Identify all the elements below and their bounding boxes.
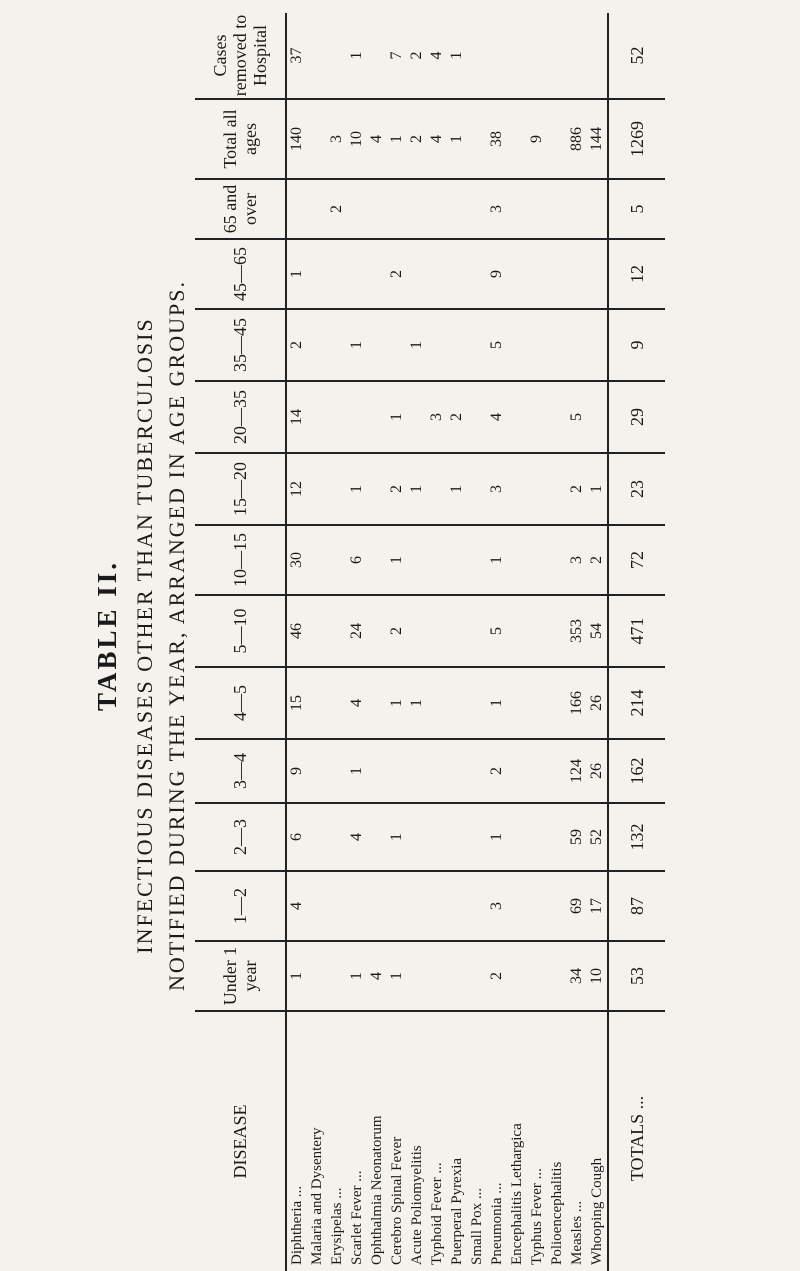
cell-2-3 — [527, 803, 547, 871]
cell-hospital: 37 — [286, 13, 307, 99]
cell-10-15: 3 — [567, 525, 587, 595]
cell-under-1 — [507, 941, 527, 1011]
cell-65-over — [587, 179, 608, 239]
cell-1-2 — [547, 871, 567, 941]
cell-15-20 — [367, 453, 387, 525]
cell-45-65: 2 — [387, 239, 407, 309]
cell-4-5: 15 — [286, 667, 307, 739]
cell-20-35: 14 — [286, 381, 307, 453]
cell-2-3: 1 — [387, 803, 407, 871]
cell-20-35: 5 — [567, 381, 587, 453]
cell-2-3 — [447, 803, 467, 871]
cell-15-20 — [527, 453, 547, 525]
cell-65-over — [347, 179, 367, 239]
cell-20-35 — [527, 381, 547, 453]
cell-45-65 — [587, 239, 608, 309]
cell-3-4 — [547, 739, 567, 803]
table-row — [527, 13, 547, 1271]
cell-total — [307, 99, 327, 179]
table-row — [407, 13, 427, 1271]
cell-2-3 — [367, 803, 387, 871]
cell-3-4 — [467, 739, 487, 803]
table-row — [507, 13, 527, 1271]
cell-total: 4 — [427, 99, 447, 179]
cell-5-10: 54 — [587, 595, 608, 667]
cell-10-15 — [547, 525, 567, 595]
cell-5-10: 353 — [567, 595, 587, 667]
table-row — [447, 13, 467, 1271]
cell-35-45: 5 — [487, 309, 507, 381]
cell-total: 38 — [487, 99, 507, 179]
cell-10-15 — [367, 525, 387, 595]
cell-1-2: 69 — [567, 871, 587, 941]
total-35-45: 9 — [608, 309, 665, 381]
disease-name: Cerebro Spinal Fever — [389, 1136, 405, 1265]
cell-45-65: 1 — [286, 239, 307, 309]
cell-5-10 — [407, 595, 427, 667]
col-header-3-4: 3—4 — [195, 739, 286, 803]
cell-10-15 — [407, 525, 427, 595]
cell-5-10 — [327, 595, 347, 667]
total-4-5: 214 — [608, 667, 665, 739]
col-header-4-5: 4—5 — [195, 667, 286, 739]
total-10-15: 72 — [608, 525, 665, 595]
table-row — [347, 13, 367, 1271]
col-header-under-1: Under 1 year — [195, 941, 286, 1011]
cell-total: 4 — [367, 99, 387, 179]
age-group-table — [195, 13, 665, 1271]
cell-total: 9 — [527, 99, 547, 179]
cell-10-15 — [467, 525, 487, 595]
cell-1-2 — [467, 871, 487, 941]
cell-3-4 — [427, 739, 447, 803]
cell-65-over — [387, 179, 407, 239]
table-row — [286, 13, 307, 1271]
cell-5-10 — [527, 595, 547, 667]
cell-total — [507, 99, 527, 179]
cell-2-3 — [327, 803, 347, 871]
cell-hospital — [327, 13, 347, 99]
cell-15-20 — [547, 453, 567, 525]
cell-20-35 — [347, 381, 367, 453]
cell-35-45 — [507, 309, 527, 381]
cell-5-10 — [547, 595, 567, 667]
cell-total: 1 — [387, 99, 407, 179]
cell-3-4 — [367, 739, 387, 803]
disease-name: Small Pox ... — [469, 1187, 485, 1265]
cell-2-3 — [507, 803, 527, 871]
cell-35-45 — [447, 309, 467, 381]
cell-3-4 — [307, 739, 327, 803]
cell-hospital — [567, 13, 587, 99]
cell-total: 144 — [587, 99, 608, 179]
disease-name: Acute Poliomyelitis — [409, 1145, 425, 1265]
col-header-10-15: 10—15 — [195, 525, 286, 595]
cell-15-20: 1 — [447, 453, 467, 525]
cell-15-20: 1 — [407, 453, 427, 525]
cell-1-2 — [507, 871, 527, 941]
disease-name: Measles ... — [569, 1200, 585, 1265]
cell-10-15 — [327, 525, 347, 595]
cell-hospital: 1 — [447, 13, 467, 99]
disease-name: Whooping Cough — [589, 1157, 605, 1265]
cell-4-5: 1 — [487, 667, 507, 739]
cell-10-15: 2 — [587, 525, 608, 595]
cell-15-20: 1 — [347, 453, 367, 525]
cell-hospital — [587, 13, 608, 99]
cell-hospital: 7 — [387, 13, 407, 99]
cell-15-20 — [427, 453, 447, 525]
cell-2-3 — [427, 803, 447, 871]
table-row — [567, 13, 587, 1271]
col-header-2-3: 2—3 — [195, 803, 286, 871]
cell-20-35: 4 — [487, 381, 507, 453]
cell-45-65 — [307, 239, 327, 309]
table-row — [467, 13, 487, 1271]
cell-45-65 — [327, 239, 347, 309]
cell-5-10 — [367, 595, 387, 667]
cell-4-5 — [427, 667, 447, 739]
total-15-20: 23 — [608, 453, 665, 525]
cell-1-2 — [347, 871, 367, 941]
cell-under-1 — [447, 941, 467, 1011]
table-row — [327, 13, 347, 1271]
cell-hospital — [547, 13, 567, 99]
cell-35-45: 1 — [407, 309, 427, 381]
cell-2-3: 1 — [487, 803, 507, 871]
cell-65-over — [307, 179, 327, 239]
cell-2-3: 6 — [286, 803, 307, 871]
cell-4-5: 4 — [347, 667, 367, 739]
cell-15-20: 3 — [487, 453, 507, 525]
cell-1-2 — [367, 871, 387, 941]
disease-name: Pneumonia ... — [489, 1182, 505, 1265]
cell-45-65 — [467, 239, 487, 309]
cell-1-2 — [387, 871, 407, 941]
disease-name: Ophthalmia Neonatorum — [369, 1115, 385, 1265]
cell-1-2 — [527, 871, 547, 941]
cell-45-65 — [507, 239, 527, 309]
col-header-65-over: 65 and over — [195, 179, 286, 239]
disease-name: Scarlet Fever ... — [349, 1170, 365, 1265]
cell-3-4: 26 — [587, 739, 608, 803]
cell-35-45 — [427, 309, 447, 381]
total-45-65: 12 — [608, 239, 665, 309]
cell-35-45 — [467, 309, 487, 381]
table-row — [387, 13, 407, 1271]
cell-5-10: 5 — [487, 595, 507, 667]
cell-35-45 — [367, 309, 387, 381]
cell-total — [467, 99, 487, 179]
cell-total: 10 — [347, 99, 367, 179]
disease-name: Malaria and Dysentery — [309, 1127, 325, 1265]
cell-35-45 — [327, 309, 347, 381]
cell-3-4 — [387, 739, 407, 803]
cell-hospital — [367, 13, 387, 99]
cell-20-35 — [507, 381, 527, 453]
cell-under-1 — [547, 941, 567, 1011]
cell-1-2: 3 — [487, 871, 507, 941]
cell-65-over — [286, 179, 307, 239]
cell-3-4 — [407, 739, 427, 803]
cell-45-65 — [527, 239, 547, 309]
cell-65-over: 3 — [487, 179, 507, 239]
cell-20-35 — [367, 381, 387, 453]
cell-3-4: 9 — [286, 739, 307, 803]
cell-10-15 — [307, 525, 327, 595]
cell-3-4: 2 — [487, 739, 507, 803]
cell-2-3 — [547, 803, 567, 871]
cell-45-65 — [407, 239, 427, 309]
cell-under-1 — [527, 941, 547, 1011]
col-header-5-10: 5—10 — [195, 595, 286, 667]
disease-name: Polioencephalitis — [549, 1161, 565, 1265]
disease-name: Encephalitis Lethargica — [509, 1123, 525, 1265]
cell-hospital: 2 — [407, 13, 427, 99]
cell-hospital: 4 — [427, 13, 447, 99]
disease-name: Diphtheria ... — [289, 1185, 305, 1265]
cell-4-5 — [367, 667, 387, 739]
total-5-10: 471 — [608, 595, 665, 667]
disease-name: Puerperal Pyrexia — [449, 1157, 465, 1265]
cell-under-1: 34 — [567, 941, 587, 1011]
cell-hospital: 1 — [347, 13, 367, 99]
cell-10-15 — [527, 525, 547, 595]
cell-under-1 — [327, 941, 347, 1011]
total-20-35: 29 — [608, 381, 665, 453]
col-header-total: Total all ages — [195, 99, 286, 179]
cell-hospital — [527, 13, 547, 99]
cell-35-45 — [307, 309, 327, 381]
cell-5-10 — [307, 595, 327, 667]
cell-total: 1 — [447, 99, 467, 179]
cell-10-15: 6 — [347, 525, 367, 595]
table-row — [307, 13, 327, 1271]
cell-35-45 — [527, 309, 547, 381]
col-header-15-20: 15—20 — [195, 453, 286, 525]
total-2-3: 132 — [608, 803, 665, 871]
cell-15-20: 2 — [387, 453, 407, 525]
cell-65-over — [547, 179, 567, 239]
cell-5-10: 46 — [286, 595, 307, 667]
cell-15-20 — [307, 453, 327, 525]
cell-2-3: 4 — [347, 803, 367, 871]
cell-1-2 — [427, 871, 447, 941]
cell-45-65 — [447, 239, 467, 309]
cell-under-1: 10 — [587, 941, 608, 1011]
table-row — [367, 13, 387, 1271]
cell-under-1 — [467, 941, 487, 1011]
cell-45-65 — [567, 239, 587, 309]
cell-15-20: 2 — [567, 453, 587, 525]
col-header-35-45: 35—45 — [195, 309, 286, 381]
cell-15-20 — [327, 453, 347, 525]
cell-20-35 — [587, 381, 608, 453]
cell-5-10: 24 — [347, 595, 367, 667]
cell-65-over — [527, 179, 547, 239]
cell-1-2: 4 — [286, 871, 307, 941]
cell-20-35 — [547, 381, 567, 453]
total-65-over: 5 — [608, 179, 665, 239]
table-title: TABLE II. — [92, 559, 122, 712]
cell-under-1 — [427, 941, 447, 1011]
cell-35-45: 2 — [286, 309, 307, 381]
cell-65-over: 2 — [327, 179, 347, 239]
cell-under-1: 1 — [286, 941, 307, 1011]
cell-45-65 — [427, 239, 447, 309]
cell-20-35 — [467, 381, 487, 453]
cell-4-5: 26 — [587, 667, 608, 739]
cell-45-65 — [547, 239, 567, 309]
cell-45-65 — [367, 239, 387, 309]
totals-row — [608, 13, 665, 1271]
cell-35-45 — [587, 309, 608, 381]
total-total: 1269 — [608, 99, 665, 179]
cell-15-20 — [467, 453, 487, 525]
disease-name: Erysipelas ... — [329, 1187, 345, 1265]
cell-4-5 — [527, 667, 547, 739]
total-hospital: 52 — [608, 13, 665, 99]
cell-20-35 — [307, 381, 327, 453]
cell-2-3 — [407, 803, 427, 871]
cell-15-20: 12 — [286, 453, 307, 525]
table-row — [587, 13, 608, 1271]
cell-2-3: 59 — [567, 803, 587, 871]
cell-under-1: 1 — [347, 941, 367, 1011]
cell-65-over — [407, 179, 427, 239]
cell-45-65 — [347, 239, 367, 309]
cell-3-4: 124 — [567, 739, 587, 803]
cell-hospital — [487, 13, 507, 99]
col-header-disease: DISEASE — [195, 1011, 286, 1271]
col-header-20-35: 20—35 — [195, 381, 286, 453]
cell-10-15: 1 — [487, 525, 507, 595]
cell-10-15: 1 — [387, 525, 407, 595]
cell-2-3 — [467, 803, 487, 871]
cell-10-15 — [427, 525, 447, 595]
cell-4-5: 1 — [407, 667, 427, 739]
col-header-1-2: 1—2 — [195, 871, 286, 941]
cell-5-10 — [467, 595, 487, 667]
cell-20-35: 1 — [387, 381, 407, 453]
cell-1-2 — [327, 871, 347, 941]
cell-65-over — [427, 179, 447, 239]
disease-name: Typhus Fever ... — [529, 1168, 545, 1265]
cell-35-45 — [567, 309, 587, 381]
cell-total: 140 — [286, 99, 307, 179]
cell-total — [547, 99, 567, 179]
cell-1-2 — [447, 871, 467, 941]
cell-2-3: 52 — [587, 803, 608, 871]
cell-4-5: 1 — [387, 667, 407, 739]
cell-15-20 — [507, 453, 527, 525]
table-row — [487, 13, 507, 1271]
cell-65-over — [447, 179, 467, 239]
table-subtitle-line-1: INFECTIOUS DISEASES OTHER THAN TUBERCULOSIS — [132, 317, 157, 954]
cell-4-5: 166 — [567, 667, 587, 739]
cell-2-3 — [307, 803, 327, 871]
col-header-45-65: 45—65 — [195, 239, 286, 309]
col-header-hospital: Cases removed to Hospital — [195, 13, 286, 99]
cell-10-15 — [447, 525, 467, 595]
total-1-2: 87 — [608, 871, 665, 941]
cell-65-over — [567, 179, 587, 239]
table-row — [427, 13, 447, 1271]
cell-20-35: 3 — [427, 381, 447, 453]
cell-10-15: 30 — [286, 525, 307, 595]
table-row — [547, 13, 567, 1271]
cell-total: 3 — [327, 99, 347, 179]
disease-name: Typhoid Fever ... — [429, 1162, 445, 1265]
cell-hospital — [307, 13, 327, 99]
cell-1-2: 17 — [587, 871, 608, 941]
cell-under-1: 4 — [367, 941, 387, 1011]
cell-3-4 — [327, 739, 347, 803]
cell-4-5 — [307, 667, 327, 739]
cell-5-10 — [507, 595, 527, 667]
cell-3-4 — [507, 739, 527, 803]
cell-20-35 — [407, 381, 427, 453]
cell-35-45: 1 — [347, 309, 367, 381]
cell-under-1 — [407, 941, 427, 1011]
cell-5-10: 2 — [387, 595, 407, 667]
cell-5-10 — [447, 595, 467, 667]
cell-5-10 — [427, 595, 447, 667]
cell-4-5 — [467, 667, 487, 739]
cell-3-4 — [447, 739, 467, 803]
cell-10-15 — [507, 525, 527, 595]
cell-4-5 — [327, 667, 347, 739]
header-row — [195, 13, 286, 1271]
cell-4-5 — [547, 667, 567, 739]
cell-1-2 — [407, 871, 427, 941]
cell-65-over — [507, 179, 527, 239]
cell-total: 2 — [407, 99, 427, 179]
cell-20-35: 2 — [447, 381, 467, 453]
cell-under-1 — [307, 941, 327, 1011]
cell-hospital — [467, 13, 487, 99]
cell-1-2 — [307, 871, 327, 941]
cell-under-1: 1 — [387, 941, 407, 1011]
cell-15-20: 1 — [587, 453, 608, 525]
cell-35-45 — [387, 309, 407, 381]
table-subtitle-line-2: NOTIFIED DURING THE YEAR, ARRANGED IN AGE GROUPS. — [164, 280, 189, 991]
cell-total: 886 — [567, 99, 587, 179]
cell-4-5 — [447, 667, 467, 739]
total-3-4: 162 — [608, 739, 665, 803]
table-body — [286, 13, 665, 1271]
cell-4-5 — [507, 667, 527, 739]
cell-20-35 — [327, 381, 347, 453]
cell-under-1: 2 — [487, 941, 507, 1011]
cell-35-45 — [547, 309, 567, 381]
cell-3-4 — [527, 739, 547, 803]
totals-label: TOTALS ... — [608, 1011, 665, 1271]
cell-45-65: 9 — [487, 239, 507, 309]
cell-65-over — [467, 179, 487, 239]
cell-65-over — [367, 179, 387, 239]
cell-hospital — [507, 13, 527, 99]
total-under-1: 53 — [608, 941, 665, 1011]
cell-3-4: 1 — [347, 739, 367, 803]
